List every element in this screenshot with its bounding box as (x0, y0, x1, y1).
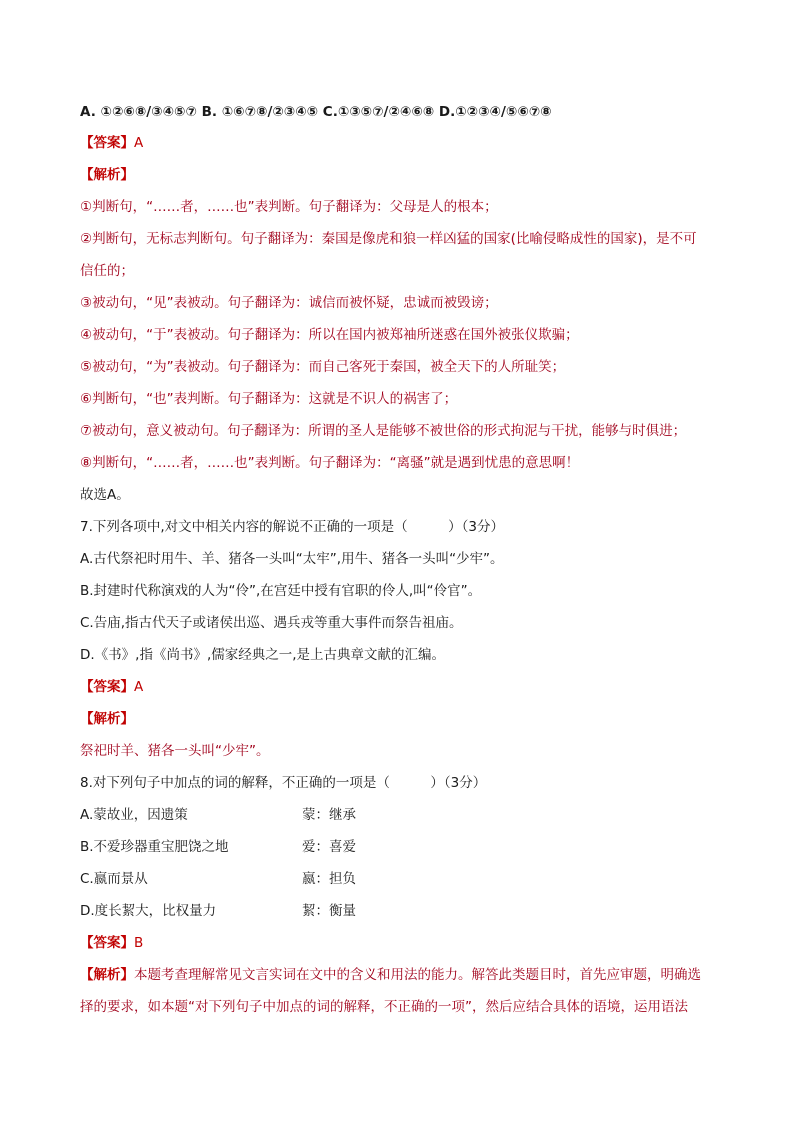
answer-tag: 【答案】 (80, 679, 134, 695)
analysis-tag: 【解析】 (80, 167, 134, 183)
analysis-tag: 【解析】 (80, 711, 134, 727)
q8-option-c (80, 869, 724, 889)
q6-analysis-line: ⑦被动句，意义被动句。句子翻译为：所谓的圣人是能够不被世俗的形式拘泥与干扰，能够与时俱进； (80, 423, 687, 439)
q6-analysis-line: ④被动句，“于”表被动。句子翻译为：所以在国内被郑袖所迷惑在国外被张仪欺骗； (80, 327, 579, 343)
q6-analysis-line: ⑥判断句，“也”表判断。句子翻译为：这就是不识人的祸害了； (80, 391, 458, 407)
q6-analysis-line: ②判断句，无标志判断句。句子翻译为：秦国是像虎和狼一样凶猛的国家(比喻侵略成性的国家)，是不可 (80, 231, 697, 247)
answer-tag: 【答案】 (80, 135, 134, 151)
option-gloss: 蒙：继承 (302, 807, 356, 823)
q6-analysis-line: ⑧判断句，“……者，……也”表判断。句子翻译为：“离骚”就是遇到忧患的意思啊！ (80, 455, 580, 471)
option-sentence: B.不爱珍器重宝肥饶之地 (80, 839, 229, 855)
option-sentence: C.嬴而景从 (80, 871, 148, 887)
q7-option-d: D.《书》,指《尚书》,儒家经典之一,是上古典章文献的汇编。 (80, 647, 446, 663)
option-gloss: 絜：衡量 (302, 903, 356, 919)
q8-answer (80, 933, 724, 953)
q8-option-d (80, 901, 724, 921)
q6-analysis-line: 信任的； (80, 263, 134, 279)
answer-tag: 【答案】 (80, 935, 134, 951)
q6-options: A. ①②⑥⑧/③④⑤⑦ B. ①⑥⑦⑧/②③④⑤ C.①③⑤⑦/②④⑥⑧ D.①②③④/⑤⑥⑦⑧ (80, 104, 552, 120)
q7-answer (80, 677, 724, 697)
answer-value: A (134, 679, 144, 695)
q6-analysis-heading (80, 165, 724, 185)
q7-option-a: A.古代祭祀时用牛、羊、猪各一头叫“太牢”,用牛、猪各一头叫“少牢”。 (80, 551, 504, 567)
answer-value: B (134, 935, 144, 951)
q7-option-b: B.封建时代称演戏的人为“伶”,在宫廷中授有官职的伶人,叫“伶官”。 (80, 583, 482, 599)
q7-analysis-heading (80, 709, 724, 729)
q6-analysis-line: ③被动句，“见”表被动。句子翻译为：诚信而被怀疑，忠诚而被毁谤； (80, 295, 498, 311)
q8-option-b (80, 837, 724, 857)
analysis-tag: 【解析】 (80, 967, 134, 983)
q7-option-c: C.告庙,指古代天子或诸侯出巡、遇兵戎等重大事件而祭告祖庙。 (80, 615, 463, 631)
answer-value: A (134, 135, 144, 151)
q8-stem: 8.对下列句子中加点的词的解释，不正确的一项是（ ）（3分） (80, 775, 487, 791)
option-gloss: 嬴：担负 (302, 871, 356, 887)
q6-analysis-line: ⑤被动句，“为”表被动。句子翻译为：而自己客死于秦国，被全天下的人所耻笑； (80, 359, 566, 375)
q8-analysis-line (80, 965, 724, 985)
q8-option-a (80, 805, 724, 825)
option-sentence: A.蒙故业，因遗策 (80, 807, 188, 823)
q6-analysis-line: ①判断句，“……者，……也”表判断。句子翻译为：父母是人的根本； (80, 199, 498, 215)
q6-answer (80, 133, 724, 153)
option-gloss: 爱：喜爱 (302, 839, 356, 855)
q8-analysis-line: 择的要求，如本题“对下列句子中加点的词的解释，不正确的一项”，然后应结合具体的语境，运用语法 (80, 999, 688, 1015)
analysis-text: 本题考查理解常见文言实词在文中的含义和用法的能力。解答此类题目时，首先应审题，明确选 (134, 967, 701, 983)
option-sentence: D.度长絜大，比权量力 (80, 903, 217, 919)
q6-conclusion: 故选A。 (80, 487, 130, 503)
q7-analysis: 祭祀时羊、猪各一头叫“少牢”。 (80, 743, 270, 759)
q7-stem: 7.下列各项中,对文中相关内容的解说不正确的一项是（ ）（3分） (80, 519, 505, 535)
